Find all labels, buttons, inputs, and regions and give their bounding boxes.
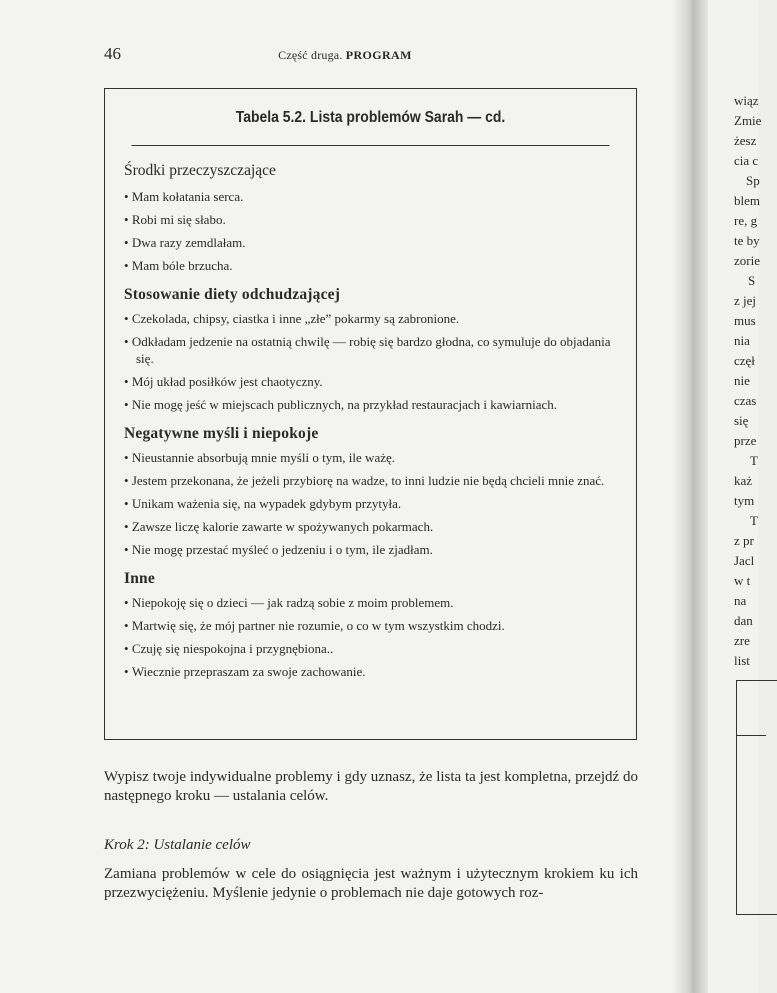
list-item: • Nie mogę przestać myśleć o jedzeniu i o tym, ile zjadłam. — [124, 541, 622, 558]
running-head-title: PROGRAM — [345, 48, 412, 62]
section-heading: Negatywne myśli i niepokoje — [124, 425, 319, 442]
next-page-line: tym — [734, 493, 755, 508]
next-page-line: żesz — [734, 133, 757, 148]
list-item: • Czekolada, chipsy, ciastka i inne „złe” pokarmy są zabronione. — [124, 310, 622, 327]
list-item: • Wiecznie przepraszam za swoje zachowanie. — [124, 663, 622, 680]
page-number: 46 — [104, 44, 121, 63]
list-item: • Nie mogę jeść w miejscach publicznych, na przykład restauracjach i kawiarniach. — [124, 396, 622, 413]
list-item: • Jestem przekonana, że jeżeli przybiorę na wadze, to inni ludzie nie będą chcieli mnie znać. — [124, 472, 622, 489]
list-item: • Zawsze liczę kalorie zawarte w spożywanych pokarmach. — [124, 518, 622, 535]
next-page-line: S — [748, 273, 756, 288]
next-page-line: dan — [734, 613, 753, 628]
next-page-line: nie — [734, 373, 750, 388]
next-page-line: T — [750, 513, 758, 528]
next-page-line: z pr — [734, 533, 754, 548]
list-item: • Czuję się niespokojna i przygnębiona.. — [124, 640, 622, 657]
table-section-negative-thoughts — [124, 425, 622, 558]
next-page-line: T — [750, 453, 758, 468]
list-item: • Martwię się, że mój partner nie rozumie, o co w tym wszystkim chodzi. — [124, 617, 622, 634]
next-page-line: Sp — [746, 173, 760, 188]
next-page-table-border — [736, 680, 777, 915]
section-items — [124, 310, 622, 413]
list-item: • Robi mi się słabo. — [124, 211, 622, 228]
section-heading: Stosowanie diety odchudzającej — [124, 286, 341, 303]
next-page-line: mus — [734, 313, 756, 328]
next-page-line: częł — [734, 353, 755, 368]
next-page-line: te by — [734, 233, 760, 248]
section-heading: Inne — [124, 570, 155, 587]
next-page-line: się — [734, 413, 749, 428]
list-item: • Mam bóle brzucha. — [124, 257, 622, 274]
next-page-line: z jej — [734, 293, 757, 308]
next-page-line: wiąz — [734, 93, 759, 108]
list-item: • Nieustannie absorbują mnie myśli o tym, ile ważę. — [124, 449, 622, 466]
next-page-line: każ — [734, 473, 753, 488]
section-items — [124, 188, 622, 274]
list-item: • Unikam ważenia się, na wypadek gdybym przytyła. — [124, 495, 622, 512]
next-page-line: nia — [734, 333, 750, 348]
table-body — [105, 146, 636, 680]
next-page-line: list — [734, 653, 750, 668]
list-item: • Mam kołatania serca. — [124, 188, 622, 205]
table-title: Tabela 5.2. Lista problemów Sarah — cd. — [132, 89, 610, 146]
next-page-line: Jacl — [734, 553, 755, 568]
next-page-line: na — [734, 593, 747, 608]
running-head-prefix: Część druga. — [278, 48, 343, 62]
body-paragraph-1: Wypisz twoje indywidualne problemy i gdy uznasz, że lista ta jest kompletna, przejdź do następnego kroku — ustalania celów. — [104, 769, 638, 804]
next-page-line: czas — [734, 393, 757, 408]
section-heading: Środki przeczyszczające — [124, 162, 276, 179]
table-section-laxatives — [124, 162, 622, 274]
running-head — [0, 48, 690, 63]
body-paragraph-2: Zamiana problemów w cele do osiągnięcia jest ważnym i użytecznym krokiem ku ich przezwyciężeniu. Myślenie jedynie o problemach nie daje gotowych roz- — [104, 866, 638, 901]
section-items — [124, 594, 622, 680]
table-section-diet — [124, 286, 622, 413]
next-page-table-divider — [736, 735, 766, 736]
next-page-line: prze — [734, 433, 757, 448]
book-page-right-edge — [708, 0, 762, 993]
list-item: • Mój układ posiłków jest chaotyczny. — [124, 373, 622, 390]
list-item: • Odkładam jedzenie na ostatnią chwilę — robię się bardzo głodna, co symuluje do objadania się. — [124, 333, 622, 367]
next-page-line: blem — [734, 193, 760, 208]
problem-list-table — [104, 88, 637, 740]
list-item: • Niepokoję się o dzieci — jak radzą sobie z moim problemem. — [124, 594, 622, 611]
next-page-line: w t — [734, 573, 751, 588]
book-gutter-shadow — [672, 0, 708, 993]
next-page-line: zorie — [734, 253, 760, 268]
list-item: • Dwa razy zemdlałam. — [124, 234, 622, 251]
next-page-line: re, g — [734, 213, 758, 228]
next-page-line: Zmie — [734, 113, 762, 128]
next-page-line: cia c — [734, 153, 759, 168]
section-items — [124, 449, 622, 558]
next-page-line: zre — [734, 633, 750, 648]
table-section-other — [124, 570, 622, 680]
step-heading: Krok 2: Ustalanie celów — [104, 837, 251, 853]
